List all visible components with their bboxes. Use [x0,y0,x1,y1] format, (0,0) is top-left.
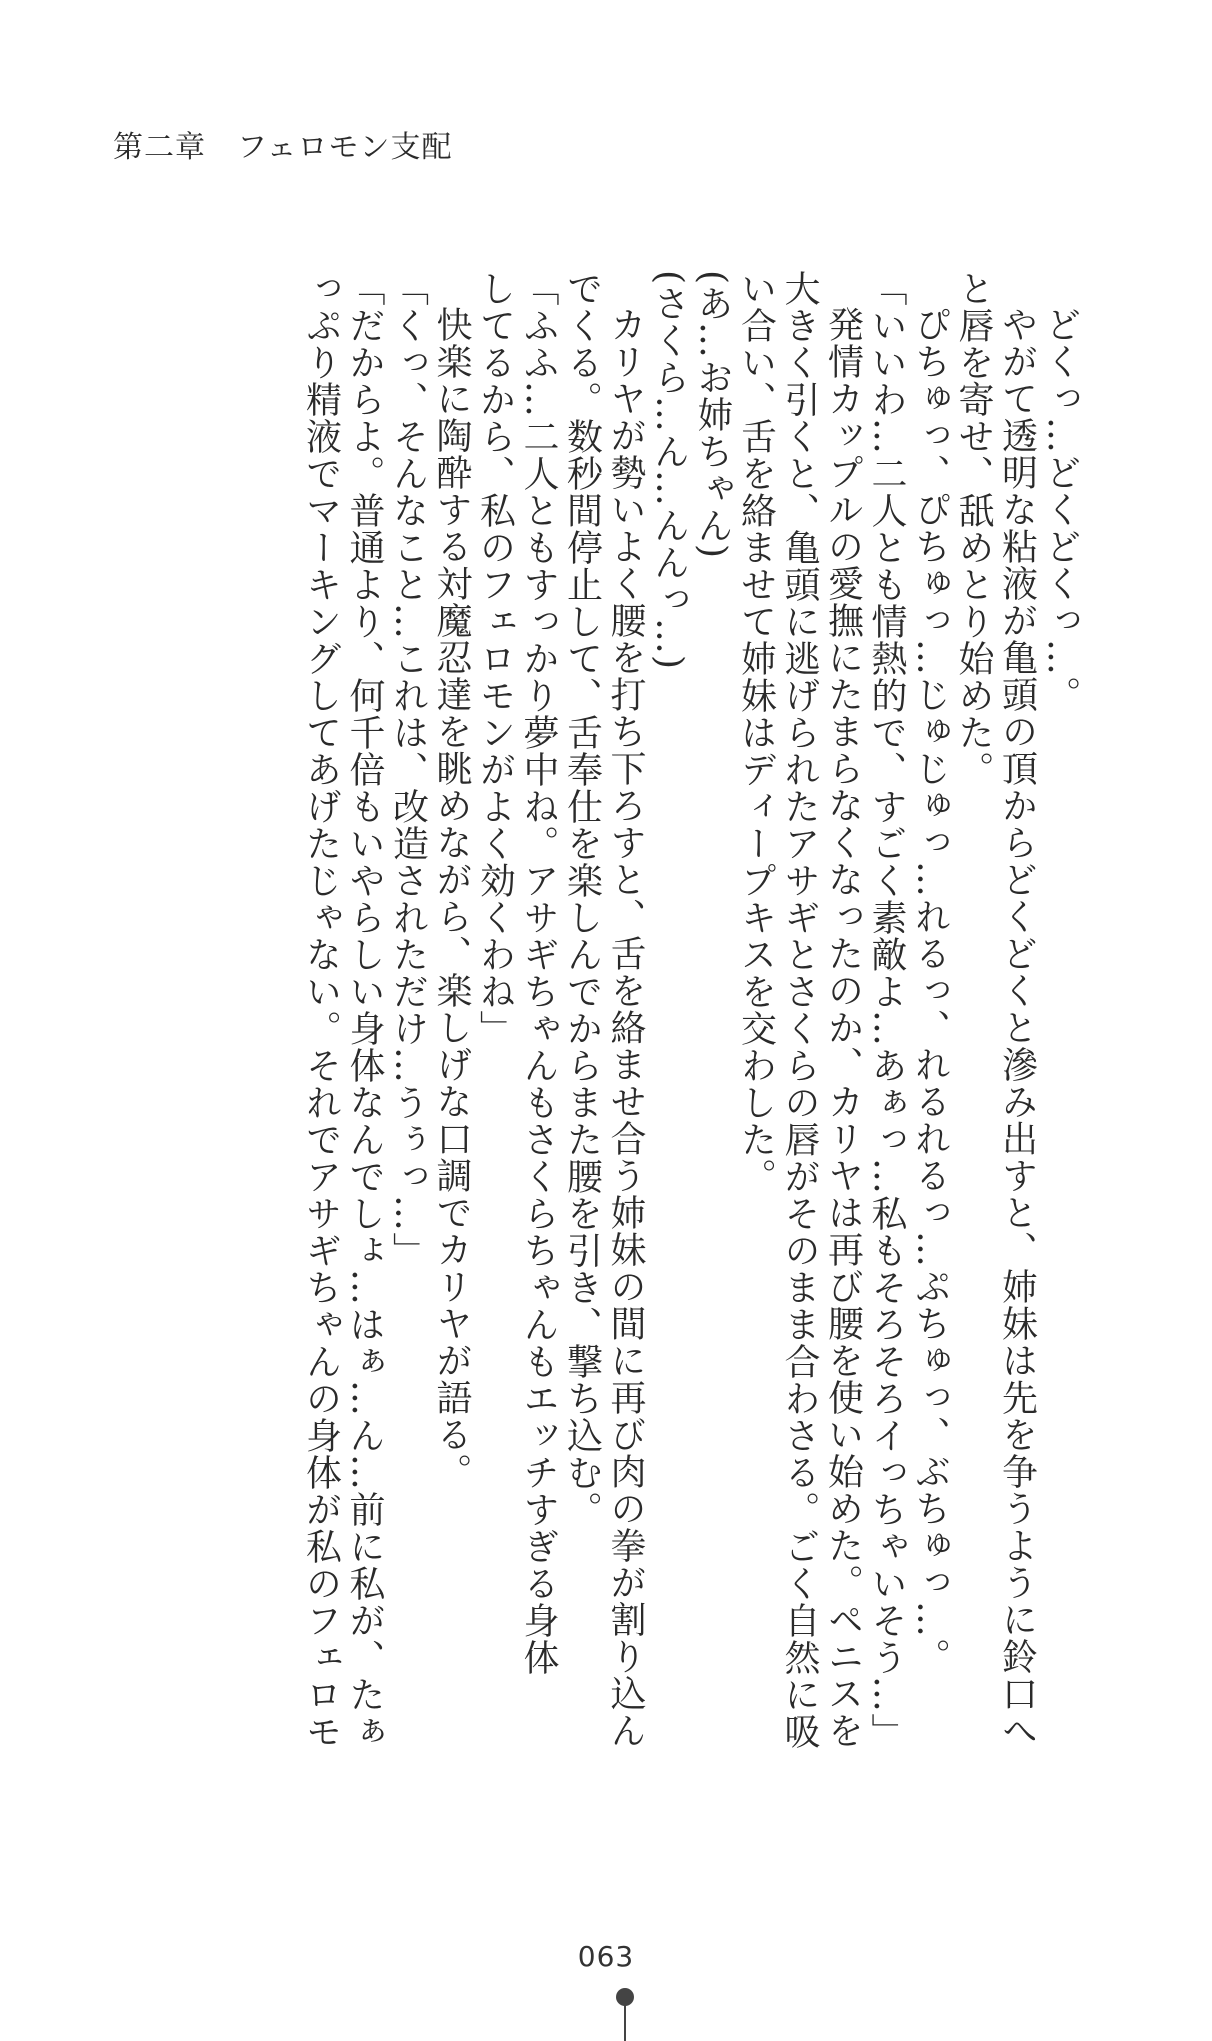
text-line: ぴちゅっ、ぴちゅっ…じゅじゅっ…れるっ、れるれるっ…ぷちゅっ、ぶちゅっ…。 [909,306,951,1675]
text-line: どくっ…どくどくっ…。 [1040,306,1081,713]
text-line: 「ふふ…二人ともすっかり夢中ね。アサギちゃんもさくらちゃんもエッチすぎる身体 [518,270,559,1676]
chapter-title: 第二章 フェロモン支配 [113,130,453,165]
text-line: (さくら…ん…んんっ…) [648,270,690,671]
text-line: 「だからよ。普通より、何千倍もいやらしい身体なんでしょ…はぁ…ん…前に私が、たぁ [344,270,385,1750]
text-line: 大きく引くと、亀頭に逃げられたアサギとさくらの唇がそのまま合わさる。ごく自然に吸 [779,270,820,1750]
text-line: 「いいわ…二人とも情熱的で、すごく素敵よ…あぁっ…私もそろそろイっちゃいそう…」 [866,270,907,1750]
text-line: やがて透明な粘液が亀頭の頂からどくどくと滲み出すと、姉妹は先を争うように鈴口へ [996,306,1038,1749]
text-line: 快楽に陶酔する対魔忍達を眺めながら、楽しげな口調でカリヤが語る。 [431,306,472,1490]
text-line: っぷり精液でマーキングしてあげたじゃない。それでアサギちゃんの身体が私のフェロモ [300,270,342,1750]
text-line: と唇を寄せ、舐めとり始めた。 [953,270,994,788]
text-line: (あ…お姉ちゃん) [692,270,733,560]
text-line: してるから、私のフェロモンがよく効くわね」 [474,270,516,1047]
text-line: 「くっ、そんなこと…これは、改造されただけ…うぅっ…」 [387,270,429,1269]
text-line: カリヤが勢いよく腰を打ち下ろすと、舌を絡ませ合う姉妹の間に再び肉の拳が割り込ん [605,306,646,1749]
text-line: い合い、舌を絡ませて姉妹はディープキスを交わした。 [735,270,777,1195]
text-line: でくる。数秒間停止して、舌奉仕を楽しんでからまた腰を引き、撃ち込む。 [561,270,603,1528]
body-text [299,270,1082,1750]
text-line: 発情カップルの愛撫にたまらなくなったのか、カリヤは再び腰を使い始めた。ペニスを [822,306,864,1749]
page-number: 063 [577,1940,635,1973]
page-marker-line [624,2000,626,2041]
